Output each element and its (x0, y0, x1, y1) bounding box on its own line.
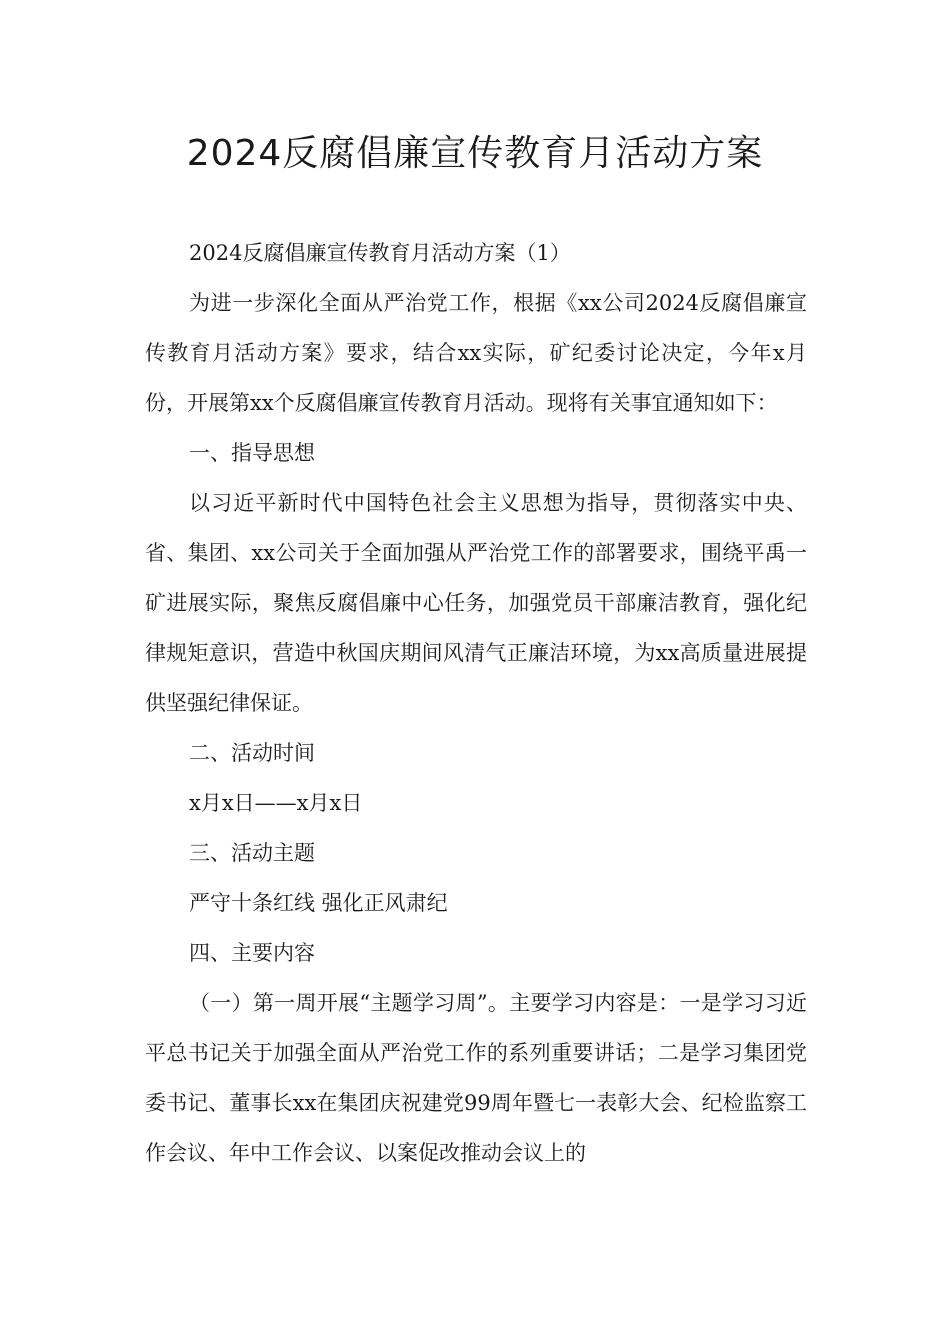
activity-time-paragraph: x月x日——x月x日 (189, 791, 363, 815)
heading-activity-time: 二、活动时间 (189, 741, 315, 765)
heading-main-content: 四、主要内容 (189, 941, 315, 965)
guiding-ideology-paragraph: 以习近平新时代中国特色社会主义思想为指导，贯彻落实中央、省、集团、xx公司关于全面加强从严治党工作的部署要求，围绕平禹一矿进展实际，聚焦反腐倡廉中心任务，加强党员干部廉洁教育，强化纪律规矩意识，营造中秋国庆期间风清气正廉洁环境，为xx高质量进展提供坚强纪律保证。 (145, 491, 807, 715)
activity-theme-paragraph: 严守十条红线 强化正风肃纪 (189, 891, 448, 915)
intro-paragraph: 为进一步深化全面从严治党工作，根据《xx公司2024反腐倡廉宣传教育月活动方案》要求，结合xx实际，矿纪委讨论决定，今年x月份，开展第xx个反腐倡廉宣传教育月活动。现将有关事宜通知如下： (145, 291, 807, 415)
heading-activity-theme: 三、活动主题 (189, 841, 315, 865)
main-content-paragraph: （一）第一周开展“主题学习周”。主要学习内容是：一是学习习近平总书记关于加强全面从严治党工作的系列重要讲话；二是学习集团党委书记、董事长xx在集团庆祝建党99周年暨七一表彰大会、纪检监察工作会议、年中工作会议、以案促改推动会议上的 (145, 991, 807, 1165)
document-title: 2024反腐倡廉宣传教育月活动方案 (186, 133, 764, 174)
section-subtitle: 2024反腐倡廉宣传教育月活动方案（1） (189, 241, 571, 265)
heading-guiding-ideology: 一、指导思想 (189, 441, 315, 465)
document-body (145, 228, 807, 1178)
